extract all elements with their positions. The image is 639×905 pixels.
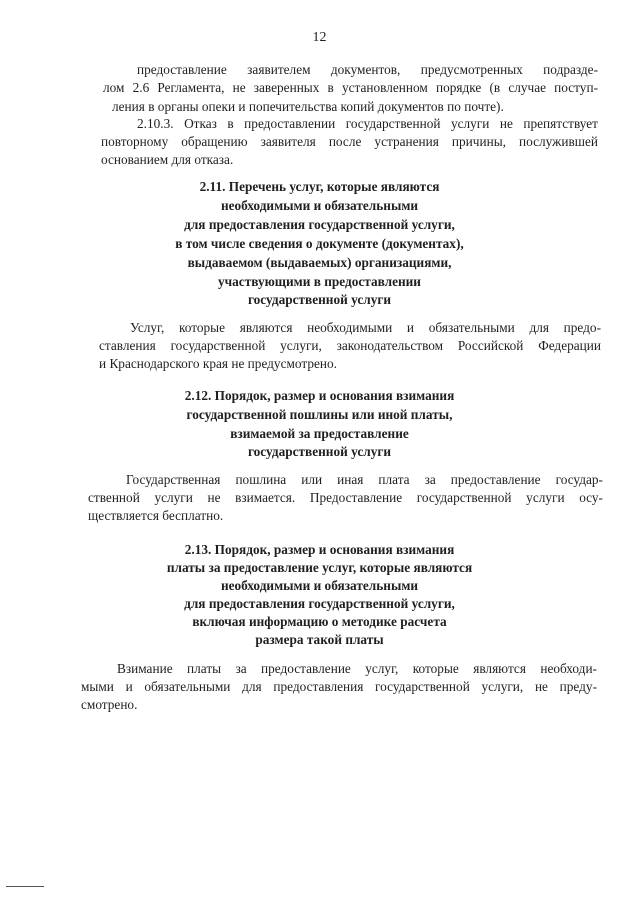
section-heading-line: 2.11. Перечень услуг, которые являются [199, 179, 440, 194]
section-heading-line: государственной пошлины или иной платы, [186, 407, 453, 422]
section-heading-line: взимаемой за предоставление [230, 426, 409, 441]
section-heading-line: 2.13. Порядок, размер и основания взимания [184, 542, 455, 557]
section-heading-line: для предоставления государственной услуги, [184, 217, 455, 232]
paragraph-line: предоставление заявителем документов, предусмотренных подразде- [137, 62, 598, 77]
section-heading-line: необходимыми и обязательными [220, 198, 419, 213]
paragraph-line: Взимание платы за предоставление услуг, которые являются необходи- [117, 661, 597, 676]
paragraph-line: ления в органы опеки и попечительства копий документов по почте). [112, 99, 504, 114]
scan-edge-mark [6, 886, 44, 887]
paragraph-line: Услуг, которые являются необходимыми и обязательными для предо- [130, 320, 601, 335]
section-heading-line: 2.12. Порядок, размер и основания взимания [184, 388, 455, 403]
paragraph-line: повторному обращению заявителя после устранения причины, послужившей [101, 134, 598, 149]
paragraph-line: мыми и обязательными для предоставления государственной услуги, не преду- [81, 679, 597, 694]
section-heading-line: участвующими в предоставлении [218, 274, 421, 289]
paragraph-line: ставления государственной услуги, законодательством Российской Федерации [99, 338, 601, 353]
section-heading-line: необходимыми и обязательными [220, 578, 419, 593]
paragraph-line: ственной услуги не взимается. Предоставление государственной услуги осу- [88, 490, 603, 505]
section-heading-line: в том числе сведения о документе (документах), [175, 236, 464, 251]
section-heading-line: для предоставления государственной услуги, [184, 596, 455, 611]
section-heading-line: платы за предоставление услуг, которые являются [166, 560, 473, 575]
paragraph-line: Государственная пошлина или иная плата за предоставление государ- [126, 472, 603, 487]
section-heading-line: включая информацию о методике расчета [192, 614, 447, 629]
page-number: 12 [312, 30, 327, 45]
section-heading-line: государственной услуги [247, 444, 392, 459]
paragraph-line: смотрено. [81, 697, 138, 712]
section-heading-line: выдаваемом (выдаваемых) организациями, [187, 255, 452, 270]
paragraph-line: лом 2.6 Регламента, не заверенных в установленном порядке (в случае поступ- [103, 80, 598, 95]
section-heading-line: государственной услуги [247, 292, 392, 307]
paragraph-line: ществляется бесплатно. [88, 508, 224, 523]
paragraph-line: и Краснодарского края не предусмотрено. [99, 356, 337, 371]
section-heading-line: размера такой платы [255, 632, 384, 647]
paragraph-line: 2.10.3. Отказ в предоставлении государственной услуги не препятствует [137, 116, 598, 131]
paragraph-line: основанием для отказа. [101, 152, 234, 167]
